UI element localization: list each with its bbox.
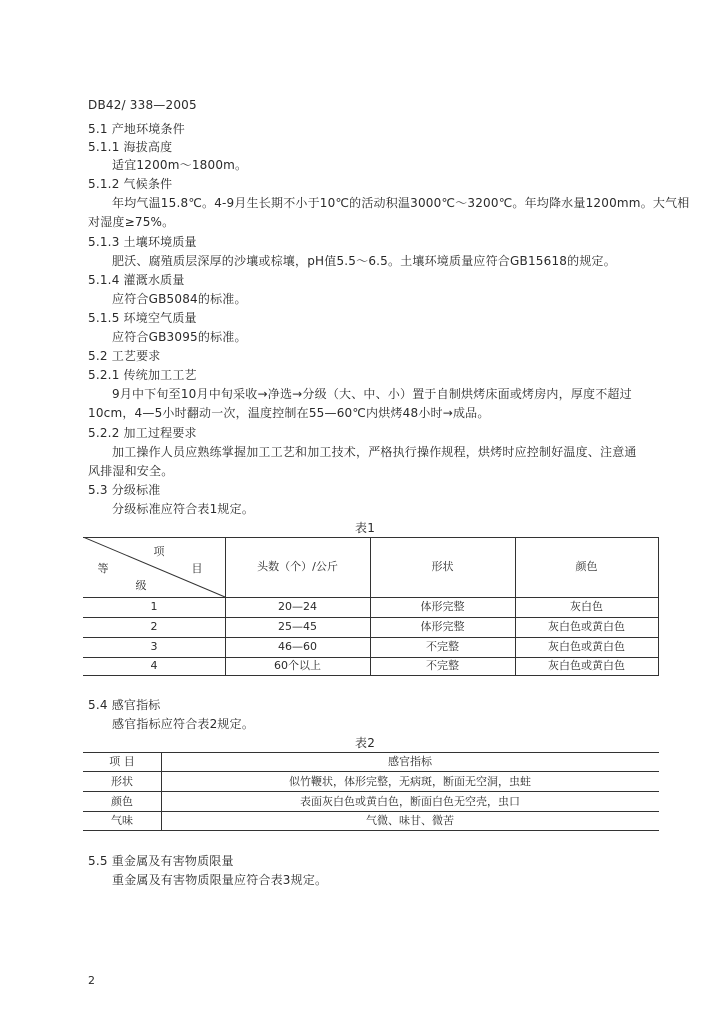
table2-value-cell: 似竹鞭状，体形完整，无病斑，断面无空洞，虫蛀 xyxy=(289,775,531,788)
section-5-5-text: 重金属及有害物质限量应符合表3规定。 xyxy=(112,873,328,887)
table1-corner-xiang: 项 xyxy=(153,545,165,558)
section-5-5-heading: 5.5 重金属及有害物质限量 xyxy=(88,854,234,868)
table1-color-cell: 灰白色或黄白色 xyxy=(548,640,625,653)
page-number: 2 xyxy=(88,974,95,987)
table1-grade-cell: 3 xyxy=(150,640,158,653)
table2-header-rule xyxy=(83,771,659,772)
table1-color-cell: 灰白色或黄白色 xyxy=(548,659,625,672)
table2-bottom-rule xyxy=(83,830,659,831)
section-5-3-heading: 5.3 分级标准 xyxy=(88,483,161,497)
table2-header-item: 项 目 xyxy=(109,755,135,768)
section-5-2-1-text-line2: 10cm，4—5小时翻动一次，温度控制在55—60℃内烘烤48小时→成品。 xyxy=(88,406,490,420)
section-5-2-2-text-line1: 加工操作人员应熟练掌握加工工艺和加工技术，严格执行操作规程，烘烤时应控制好温度、注意通 xyxy=(112,445,637,459)
table1-count-cell: 20—24 xyxy=(278,600,317,613)
section-5-3-text: 分级标准应符合表1规定。 xyxy=(112,502,255,516)
table2-item-cell: 气味 xyxy=(111,814,133,827)
table1-header-shape: 形状 xyxy=(431,560,454,573)
table2-value-cell: 气微、味甘、微苦 xyxy=(366,814,454,827)
section-5-1-5-text: 应符合GB3095的标准。 xyxy=(112,330,247,344)
table1-header-color: 颜色 xyxy=(575,560,598,573)
table1-grade-cell: 4 xyxy=(150,659,158,672)
table2-row-rule xyxy=(83,791,659,792)
table1-count-cell: 60个以上 xyxy=(274,659,321,672)
table1-color-cell: 灰白色或黄白色 xyxy=(548,620,625,633)
section-5-1-4-heading: 5.1.4 灌溉水质量 xyxy=(88,273,185,287)
table1-shape-cell: 不完整 xyxy=(426,640,459,653)
section-5-2-2-text-line2: 风排湿和安全。 xyxy=(88,464,174,478)
table1-row-rule xyxy=(83,617,659,618)
section-5-1-4-text: 应符合GB5084的标准。 xyxy=(112,292,247,306)
section-5-4-text: 感官指标应符合表2规定。 xyxy=(112,717,255,731)
table2-top-rule xyxy=(83,752,659,753)
section-5-1-1-heading: 5.1.1 海拔高度 xyxy=(88,140,173,154)
table1-count-cell: 46—60 xyxy=(278,640,317,653)
table2-row-rule xyxy=(83,811,659,812)
section-5-1-heading: 5.1 产地环境条件 xyxy=(88,122,185,136)
table1-shape-cell: 体形完整 xyxy=(420,600,465,613)
table2-header-index: 感官指标 xyxy=(388,755,432,768)
table1-row-rule xyxy=(83,657,659,658)
table1-grade-cell: 1 xyxy=(150,600,158,613)
section-5-2-1-heading: 5.2.1 传统加工工艺 xyxy=(88,368,197,382)
table1-header-count: 头数（个）/公斤 xyxy=(257,560,338,573)
section-5-2-2-heading: 5.2.2 加工过程要求 xyxy=(88,426,197,440)
section-5-2-heading: 5.2 工艺要求 xyxy=(88,349,161,363)
table1-col-rule xyxy=(658,537,659,675)
section-5-1-2-text-line2: 对湿度≥75%。 xyxy=(88,215,175,229)
table1-row-rule xyxy=(83,637,659,638)
table1-color-cell: 灰白色 xyxy=(570,600,603,613)
section-5-4-heading: 5.4 感官指标 xyxy=(88,698,161,712)
section-5-1-3-text: 肥沃、腐殖质层深厚的沙壤或棕壤，pH值5.5～6.5。土壤环境质量应符合GB15618的规定。 xyxy=(112,254,616,268)
section-5-1-1-text: 适宜1200m～1800m。 xyxy=(112,158,248,172)
section-5-1-2-text-line1: 年均气温15.8℃。4-9月生长期不小于10℃的活动积温3000℃～3200℃。年均降水量1200mm。大气相 xyxy=(112,196,690,210)
table1-count-cell: 25—45 xyxy=(278,620,317,633)
table2-caption: 表2 xyxy=(355,736,376,750)
section-5-1-3-heading: 5.1.3 土壤环境质量 xyxy=(88,235,197,249)
table2-item-cell: 颜色 xyxy=(111,795,133,808)
document-code: DB42/ 338—2005 xyxy=(88,98,197,112)
table1-grade-cell: 2 xyxy=(150,620,158,633)
table2 xyxy=(83,752,659,831)
table1-caption: 表1 xyxy=(355,521,376,535)
section-5-2-1-text-line1: 9月中下旬至10月中旬采收→净选→分级（大、中、小）置于自制烘烤床面或烤房内，厚度不超过 xyxy=(112,387,632,401)
table1 xyxy=(83,537,659,675)
table1-shape-cell: 体形完整 xyxy=(420,620,465,633)
table1-shape-cell: 不完整 xyxy=(426,659,459,672)
table1-corner-mu: 目 xyxy=(191,562,203,575)
table1-corner-deng: 等 xyxy=(97,562,109,575)
section-5-1-5-heading: 5.1.5 环境空气质量 xyxy=(88,311,197,325)
table1-bottom-rule xyxy=(83,675,659,676)
section-5-1-2-heading: 5.1.2 气候条件 xyxy=(88,177,173,191)
table2-item-cell: 形状 xyxy=(111,775,133,788)
table1-corner-ji: 级 xyxy=(135,579,147,592)
table2-value-cell: 表面灰白色或黄白色，断面白色无空壳，虫口 xyxy=(300,795,520,808)
